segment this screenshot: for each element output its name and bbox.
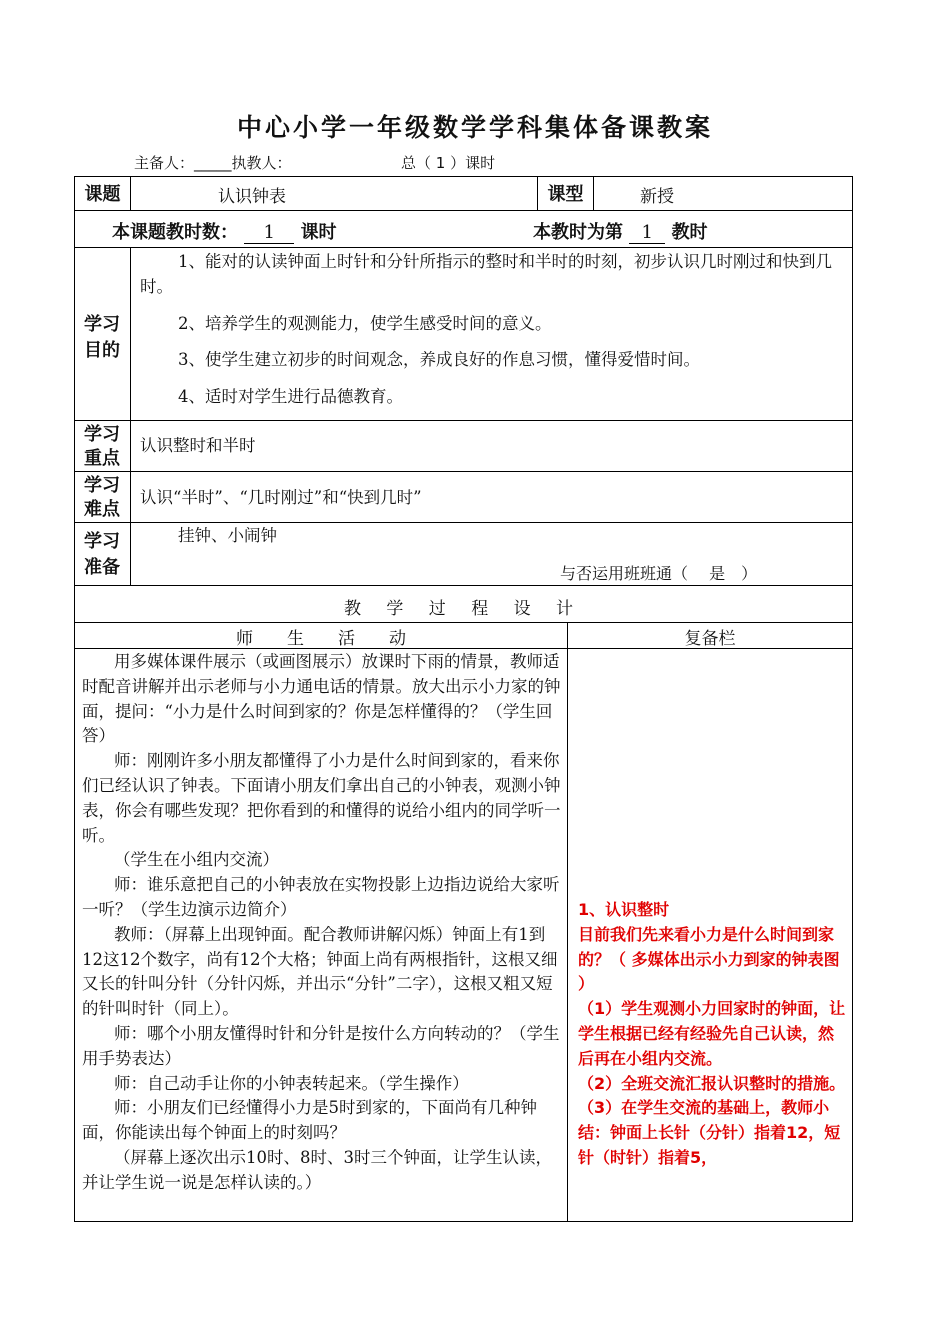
activity-paragraph: 师：谁乐意把自己的小钟表放在实物投影上边指边说给大家听一听？（学生边演示边简介） bbox=[82, 875, 560, 919]
total-hours: 总（ 1 ）课时 bbox=[401, 154, 496, 172]
hours-row bbox=[112, 218, 337, 244]
difficulty-value: 认识“半时”、“几时刚过”和“快到几时” bbox=[140, 488, 422, 507]
page-title: 中心小学一年级数学学科集体备课教案 bbox=[236, 113, 713, 142]
column-activities: 师 生 活 动 bbox=[236, 629, 406, 649]
topic-value: 认识钟表 bbox=[218, 187, 286, 207]
process-title: 教 学 过 程 设 计 bbox=[343, 599, 584, 619]
activity-paragraph: 师：刚刚许多小朋友都懂得了小力是什么时间到家的，看来你们已经认识了钟表。下面请小朋友们拿出自己的小钟表，观测小钟表，你会有哪些发现？把你看到的和懂得的说给小组内的同学听一听。 bbox=[82, 751, 561, 845]
activity-paragraph: 教师：（屏幕上出现钟面。配合教师讲解闪烁）钟面上有1到12这12个数字，尚有12个大格；钟面上尚有两根指针，这根又细又长的针叫分针（分针闪烁，并出示“分针”二字），这根又粗又短的针叫时针（同上）。 bbox=[82, 924, 558, 1019]
current-count: 1 bbox=[629, 222, 665, 244]
activity-paragraph: 用多媒体课件展示（或画图展示）放课时下雨的情景，教师适时配音讲解并出示老师与小力通电话的情景。放大出示小力家的钟面，提问：“小力是什么时间到家的？你是怎样懂得的？（学生回答） bbox=[82, 652, 561, 746]
goal-item-2: 2、培养学生的观测能力，使学生感受时间的意义。 bbox=[178, 313, 552, 333]
keypoints-value: 认识整时和半时 bbox=[140, 436, 256, 455]
activity-paragraph: （屏幕上逐次出示10时、8时、3时三个钟面，让学生认读，并让学生说一说是怎样认读的。） bbox=[82, 1147, 552, 1192]
topic-label: 课题 bbox=[84, 184, 121, 205]
review-item: （3）在学生交流的基础上，教师小结：钟面上长针（分针）指着12，短针（时针）指着5， bbox=[578, 1098, 841, 1167]
review-item: （1）学生观测小力回家时的钟面，让学生根据已经有经验先自己认读，然后再在小组内交流。 bbox=[578, 999, 846, 1068]
activity-paragraph: （学生在小组内交流） bbox=[114, 850, 279, 870]
review-body bbox=[578, 898, 846, 1171]
goals-list bbox=[140, 250, 846, 410]
current-unit: 教时 bbox=[671, 222, 708, 243]
difficulty-label: 学习难点 bbox=[84, 475, 120, 520]
current-label: 本教时为第 bbox=[533, 222, 623, 243]
activity-paragraph: 师：自己动手让你的小钟表转起来。（学生操作） bbox=[114, 1073, 469, 1093]
hours-count: 1 bbox=[244, 222, 294, 244]
goal-item-1: 1、能对的认读钟面上时针和分针所指示的整时和半时的时刻，初步认识几时刚过和快到几时。 bbox=[140, 252, 832, 296]
type-value: 新授 bbox=[640, 187, 674, 207]
type-label: 课型 bbox=[547, 184, 584, 205]
current-row bbox=[533, 218, 708, 244]
preparer-line: 主备人：_____执教人： bbox=[134, 154, 292, 172]
goal-item-3: 3、使学生建立初步的时间观念，养成良好的作息习惯，懂得爱惜时间。 bbox=[178, 350, 700, 370]
preparation-label: 学习准备 bbox=[84, 531, 120, 578]
hours-label: 本课题教时数： bbox=[112, 222, 238, 243]
banbantong-note: 与否运用班班通（ 是 ） bbox=[560, 564, 758, 583]
activity-paragraph: 师：小朋友们已经懂得小力是5时到家的，下面尚有几种钟面，你能读出每个钟面上的时刻吗？ bbox=[82, 1098, 537, 1143]
review-item: 目前我们先来看小力是什么时间到家的？（ 多媒体出示小力到家的钟表图 ） bbox=[578, 924, 840, 994]
goals-label: 学习目的 bbox=[84, 314, 120, 361]
activity-paragraph: 师：哪个小朋友懂得时针和分针是按什么方向转动的？（学生用手势表达） bbox=[82, 1023, 560, 1068]
review-item: （2）全班交流汇报认识整时的措施。 bbox=[578, 1073, 846, 1093]
keypoints-label: 学习重点 bbox=[84, 424, 120, 469]
goal-item-4: 4、适时对学生进行品德教育。 bbox=[178, 387, 403, 407]
activities-body bbox=[82, 650, 562, 1196]
review-heading: 1、认识整时 bbox=[578, 900, 670, 919]
hours-unit: 课时 bbox=[300, 222, 337, 243]
column-review: 复备栏 bbox=[684, 629, 736, 649]
preparation-value: 挂钟、小闹钟 bbox=[178, 526, 277, 545]
